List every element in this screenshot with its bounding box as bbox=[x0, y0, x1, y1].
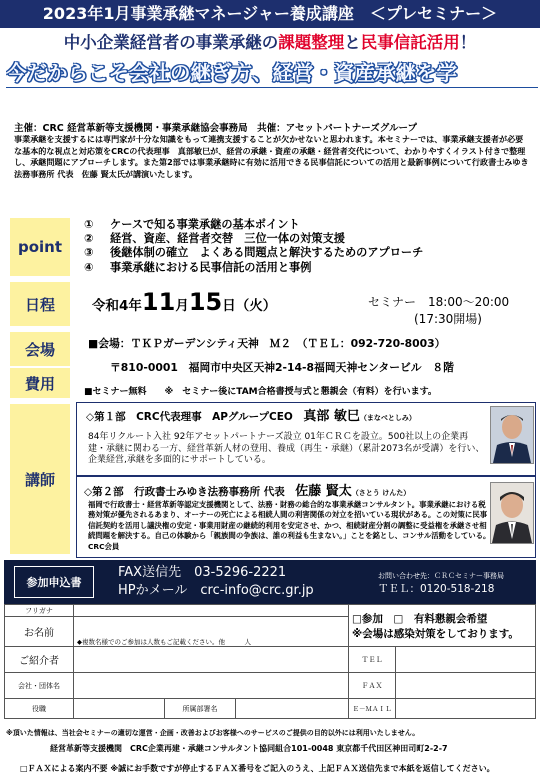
fax-field-label: ＦＡＸ bbox=[349, 673, 396, 699]
event-banner: 2023年1月事業承継マネージャー養成講座 ＜プレセミナー＞ bbox=[0, 0, 540, 28]
intro-paragraph: 事業承継を支援するには専門家が十分な知識をもって連携支援することが欠かせないと思われます。本セミナーでは、事業承継支援者が必要な基本的な視点と対応策をCRCの代表理事 真部敏巳が、経営の承継・資産の承継・経営者交代について、わかりやすくイラスト付きで整理し、承継問題にアプローチします。また第2部では事業承継時に有効に活用できる民事信託についての活用と最新事例について行政書士みゆき法務事務所 代表 佐藤 賢太氏が講演いたします。 bbox=[14, 134, 529, 179]
footer-organization: 経営革新等支援機関 CRC企業再建・承継コンサルタント協同組合101-0048 東京都千代田区神田司町2-2-7 bbox=[50, 744, 448, 753]
contact-tel: ＴＥＬ：0120-518-218 bbox=[378, 583, 495, 595]
section-label-lecturer: 講師 bbox=[10, 404, 70, 554]
tel-field[interactable] bbox=[396, 647, 536, 673]
open-time: (17:30開場) bbox=[414, 312, 482, 326]
headline-text: 今だからこそ会社の継ぎ方、経営・資産承継を学 bbox=[6, 61, 457, 85]
point-text: 後継体制の確立 よくある問題点と解決するためのアプローチ bbox=[110, 246, 424, 260]
point-item bbox=[84, 246, 423, 260]
subtitle-pre: 中小企業経営者の事業承継の bbox=[63, 33, 279, 52]
contact-info bbox=[378, 570, 504, 596]
subtitle bbox=[0, 30, 540, 56]
subtitle-post: ！ bbox=[459, 33, 477, 52]
contact-label: お問い合わせ先：ＣＲＣセミナー事務局 bbox=[378, 572, 504, 580]
section-label-date: 日程 bbox=[10, 282, 70, 326]
section-label-venue: 会場 bbox=[10, 332, 70, 366]
lecturer-2-name: 佐藤 賢太 bbox=[295, 484, 352, 499]
date-era: 令和4年 bbox=[92, 298, 142, 314]
seminar-time: セミナー 18:00～20:00 bbox=[368, 295, 510, 309]
lecturer-1-photo bbox=[490, 406, 534, 464]
furigana-label: フリガナ bbox=[5, 605, 74, 617]
points-list bbox=[84, 218, 423, 275]
lecturer-2-photo bbox=[490, 482, 534, 544]
section-label-point: point bbox=[10, 218, 70, 276]
referrer-field[interactable] bbox=[74, 647, 349, 673]
email-label: Ｅ－ＭＡＩＬ bbox=[349, 699, 396, 719]
mail-label: HPかメール bbox=[118, 583, 188, 598]
dept-field[interactable] bbox=[235, 699, 348, 718]
apply-form-title: 参加申込書 bbox=[14, 566, 94, 598]
fee-text: ■セミナー無料 ※ セミナー後にTAM合格書授与式と懇親会（有料）を行います。 bbox=[84, 387, 437, 397]
fax-opt-out[interactable]: □ＦＡＸによる案内不要 ※誠にお手数ですが停止するＦＡＸ番号をご記入のうえ、上記ＦＡＸ送信先まで本紙を返信してください。 bbox=[20, 764, 495, 773]
company-label: 会社・団体名 bbox=[5, 673, 74, 699]
attendance-options bbox=[349, 605, 536, 647]
subtitle-highlight-2: 民事信託活用 bbox=[360, 33, 460, 52]
referrer-label: ご紹介者 bbox=[5, 647, 74, 673]
fax-label: FAX送信先 bbox=[118, 565, 182, 580]
subtitle-highlight-1: 課題整理 bbox=[278, 33, 345, 52]
event-time bbox=[368, 294, 509, 328]
point-item bbox=[84, 232, 423, 246]
fax-field[interactable] bbox=[396, 673, 536, 699]
company-field[interactable] bbox=[74, 673, 349, 699]
point-text: 事業承継における民事信託の活用と事例 bbox=[110, 260, 312, 274]
lecturer-1-kana: （まなべとしみ） bbox=[359, 414, 416, 422]
point-text: 経営、資産、経営者交替 三位一体の対策支援 bbox=[110, 232, 345, 246]
tel-label: ＴＥＬ bbox=[349, 647, 396, 673]
fax-info bbox=[118, 564, 314, 600]
lecturer-1-bio: 84年リクルート入社 92年アセットパートナーズ設立 01年ＣＲＣを設立。500社以上の企業再建・承継に関わる一方、経営革新人材の登用、養成（再生・承継）（累計2073名が受講）を行い、企業経営,承継を多面的にサポートしている。 bbox=[88, 432, 485, 466]
date-weekday: （火） bbox=[235, 298, 277, 314]
attendance-checkboxes[interactable]: □参加 □ 有料懇親会希望 bbox=[352, 612, 488, 625]
date-day: 15 bbox=[188, 288, 223, 316]
attendance-note: ※会場は感染対策をしております。 bbox=[352, 627, 519, 640]
lecturer-2-heading bbox=[84, 480, 410, 499]
organizer-line: 主催：CRC 経営革新等支援機関・事業承継協会事務局 共催：アセットパートナーズグループ bbox=[14, 123, 418, 134]
name-label: お名前 bbox=[5, 617, 74, 647]
privacy-note: ※頂いた情報は、当社会セミナーの適切な運営・企画・改善およびお客様へのサービスのご提供の目的以外には利用いたしません。 bbox=[6, 729, 420, 737]
name-field[interactable] bbox=[74, 617, 349, 647]
lecturer-2-title: ◇第２部 行政書士みゆき法務事務所 代表 bbox=[84, 486, 296, 498]
headline-underline bbox=[6, 87, 538, 88]
role-dept-cell bbox=[74, 699, 349, 719]
fax-number: 03-5296-2221 bbox=[194, 565, 287, 580]
lecturer-1-name: 真部 敏巳 bbox=[303, 409, 360, 424]
venue-address: 〒810-0001 福岡市中央区天神2-14-8福岡天神センタービル ８階 bbox=[110, 361, 454, 374]
role-label: 役職 bbox=[5, 699, 74, 719]
point-number: ④ bbox=[84, 260, 94, 274]
event-date bbox=[92, 288, 276, 316]
point-number: ① bbox=[84, 218, 94, 231]
headline bbox=[6, 58, 538, 88]
furigana-field[interactable] bbox=[74, 605, 349, 617]
point-item bbox=[84, 261, 423, 275]
date-month: 11 bbox=[141, 288, 176, 316]
lecturer-1-heading bbox=[86, 405, 416, 424]
subtitle-mid: と bbox=[344, 33, 361, 52]
point-number: ② bbox=[84, 232, 94, 246]
section-label-fee: 費用 bbox=[10, 368, 70, 398]
email-field[interactable] bbox=[396, 699, 536, 719]
point-item bbox=[84, 218, 423, 232]
lecturer-2-kana: （さとう けんた） bbox=[351, 489, 411, 497]
date-day-unit: 日 bbox=[222, 298, 236, 314]
date-month-unit: 月 bbox=[175, 298, 189, 314]
dept-label: 所属部署名 bbox=[164, 699, 235, 718]
multi-attendee-note: ◆複数名様でのご参加は人数もご記載ください。他 人 bbox=[77, 638, 251, 646]
mail-address[interactable]: crc-info@crc.gr.jp bbox=[200, 583, 314, 598]
lecturer-2-bio: 福岡で行政書士・経営革新等認定支援機関として、法務・財務の総合的な事業承継コンサルタント。事業承継における税務対策が優先されるあまり、オーナーの死亡による相続人間の利害関係の対立を招いている現状がある。この対策に民事信託契約を活用し議決権の安定・事業用財産の継続的利用を安定させ、かつ、相続財産分割の調整に受益権を承継させ相続問題を解決する。自己の体験から「親族間の争族は、誰の利益も生まない。」ことを銘とし、コンサル活動をしている。CRC会員 bbox=[88, 500, 491, 551]
venue-name: ■会場：ＴＫＰガーデンシティ天神 Ｍ２ （ＴＥＬ：092-720-8003） bbox=[88, 337, 446, 350]
point-number: ③ bbox=[84, 246, 94, 260]
application-form bbox=[4, 604, 536, 719]
point-text: ケースで知る事業承継の基本ポイント bbox=[110, 218, 300, 231]
lecturer-1-title: ◇第１部 CRC代表理事 APグループCEO bbox=[86, 411, 304, 423]
